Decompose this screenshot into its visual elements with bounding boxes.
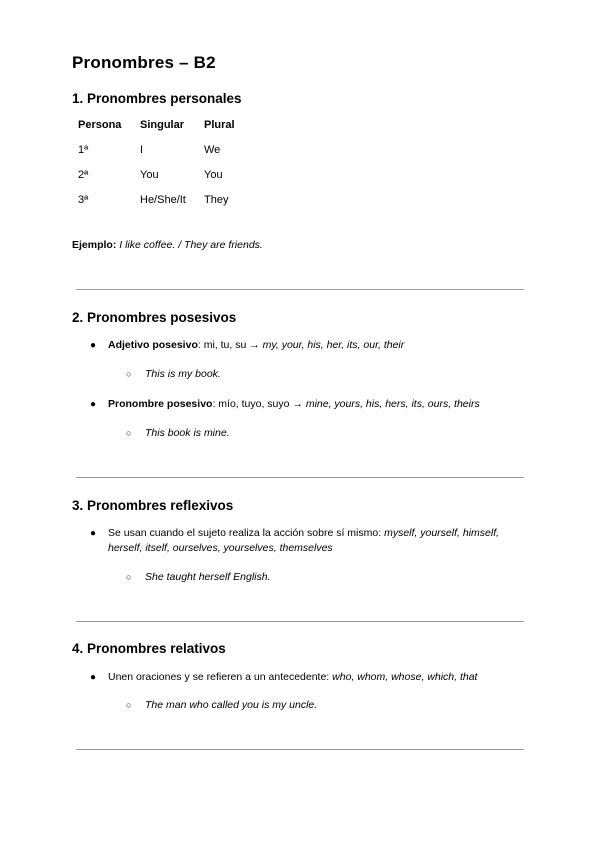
table-cell: 3ª [78,193,89,206]
example-subitem: This book is mine. [145,427,230,439]
page-title: Pronombres – B2 [72,53,216,72]
hollow-circle-icon: ○ [126,369,132,379]
divider [76,621,524,622]
divider [76,289,524,290]
table-cell: 1ª [78,143,89,156]
item-italic: mine, yours, his, hers, its, ours, theirs [305,398,480,410]
table-header: Plural [204,118,235,131]
table-cell: We [204,143,221,156]
table-row [72,137,254,162]
item-text: Unen oraciones y se refieren a un antecedente: [108,671,330,683]
table-cell: 2ª [78,168,89,181]
table-cell: He/She/It [140,193,186,206]
bullet-dot-icon: ● [90,528,97,539]
example-line [72,239,263,251]
table-row [72,162,254,187]
table-cell: I [140,143,144,156]
bullet-dot-icon: ● [90,672,97,683]
example-subitem: The man who called you is my uncle. [145,699,318,711]
list-item [108,338,528,353]
example-text: I like coffee. / They are friends. [119,239,263,251]
item-label: Pronombre posesivo [108,398,213,410]
item-text: : mío, tuyo, suyo → [212,398,303,410]
item-text: Se usan cuando el sujeto realiza la acción sobre sí mismo: [108,527,382,539]
bullet-dot-icon: ● [90,399,97,410]
item-italic: myself, yourself, himself, [384,527,500,539]
example-label: Ejemplo: [72,239,117,251]
example-subitem: She taught herself English. [145,571,271,583]
pronouns-table [72,112,254,212]
example-subitem: This is my book. [145,368,221,380]
section-heading-relativos: 4. Pronombres relativos [72,641,226,656]
table-row [72,187,254,212]
divider [76,477,524,478]
item-italic: who, whom, whose, which, that [332,671,478,683]
table-header: Singular [140,118,185,131]
hollow-circle-icon: ○ [126,700,132,710]
table-header: Persona [78,118,122,131]
section-heading-reflexivos: 3. Pronombres reflexivos [72,498,234,513]
divider [76,749,524,750]
hollow-circle-icon: ○ [126,572,132,582]
item-italic-continued: herself, itself, ourselves, yourselves, themselves [108,542,333,554]
list-item [108,670,528,685]
table-cell: You [140,168,159,181]
list-item [108,526,528,556]
hollow-circle-icon: ○ [126,428,132,438]
list-item [108,397,528,412]
table-cell: You [204,168,223,181]
item-italic: my, your, his, her, its, our, their [262,339,405,351]
table-cell: They [204,193,229,206]
item-text: : mi, tu, su → [197,339,260,351]
table-header-row [72,112,254,137]
section-heading-personales: 1. Pronombres personales [72,91,242,106]
bullet-dot-icon: ● [90,340,97,351]
item-label: Adjetivo posesivo [108,339,198,351]
section-heading-posesivos: 2. Pronombres posesivos [72,310,237,325]
